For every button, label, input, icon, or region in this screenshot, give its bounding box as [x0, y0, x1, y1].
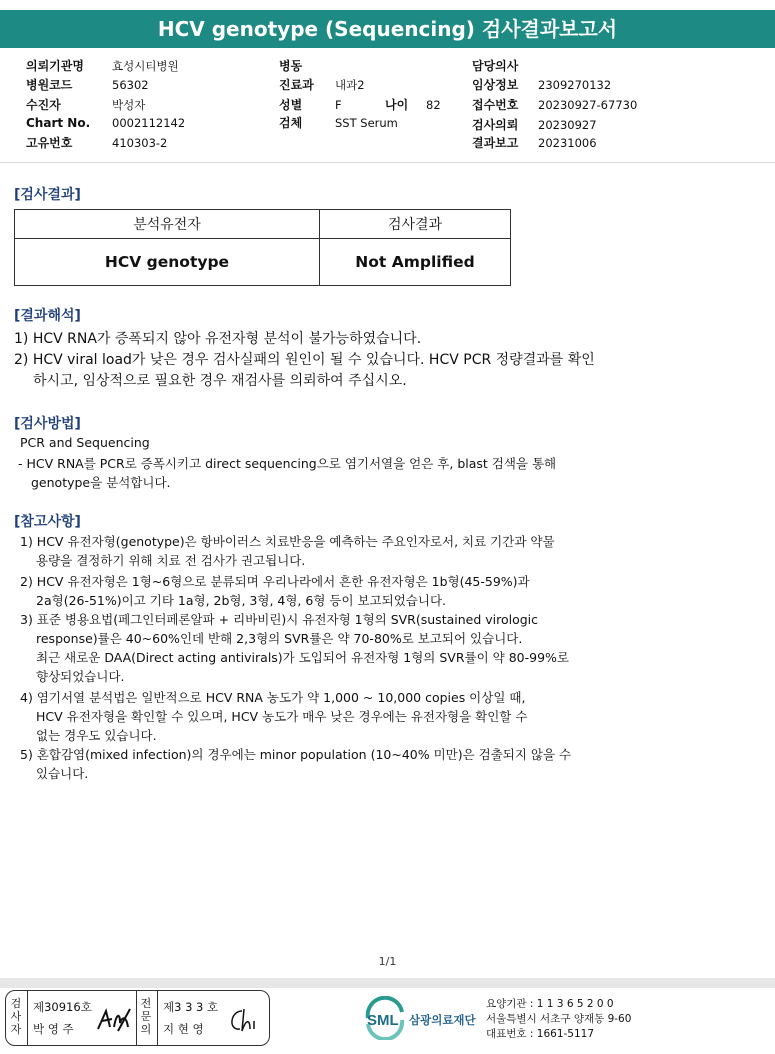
results-header-result: 검사결과 [320, 210, 511, 239]
info-label: 담당의사 [472, 59, 519, 73]
note-line: 5) 혼합감염(mixed infection)의 경우에는 minor population (10~40% 미만)은 검출되지 않을 수 [20, 747, 572, 762]
age-label: 나이 [385, 98, 409, 112]
interpretation-section-title: [결과해석] [14, 308, 81, 324]
info-row [279, 96, 342, 113]
info-row [26, 116, 185, 130]
info-label: Chart No. [26, 116, 91, 130]
signature-box [5, 990, 270, 1046]
info-row [26, 134, 167, 151]
sig-divider [157, 991, 158, 1045]
info-value: SST Serum [335, 116, 398, 130]
note-line: 2) HCV 유전자형은 1형~6형으로 분류되며 우리나라에서 흔한 유전자형은 1b형(45-59%)과 [20, 574, 530, 589]
logo-text: SML [367, 1012, 399, 1029]
info-row [279, 76, 365, 93]
note-line: 없는 경우도 있습니다. [36, 728, 157, 743]
results-section-title: [검사결과] [14, 187, 81, 203]
inspector-signature-icon [94, 1005, 134, 1035]
info-value: 20230927-67730 [538, 98, 638, 112]
info-label: 임상정보 [472, 78, 519, 92]
organization-address: 서울특별시 서초구 양재동 9-60 [486, 1013, 632, 1025]
info-value: F [335, 98, 342, 112]
organization-phone: 대표번호 : 1661-5117 [486, 1028, 595, 1040]
note-line: 최근 새로운 DAA(Direct acting antivirals)가 도입되어 유전자형 1형의 SVR률이 약 80-99%로 [36, 650, 569, 665]
notes-section-title: [참고사항] [14, 514, 81, 530]
organization-name: 삼광의료재단 [409, 1013, 476, 1027]
specialist-license: 제3 3 3 호 [163, 1000, 219, 1014]
interpretation-line: 하시고, 임상적으로 필요한 경우 재검사를 의뢰하여 주십시오. [33, 373, 407, 389]
info-value: 410303-2 [112, 136, 168, 150]
footer-band [0, 978, 775, 988]
note-line: 향상되었습니다. [36, 669, 125, 684]
info-label: 결과보고 [472, 136, 519, 150]
age-value: 82 [426, 98, 441, 112]
organization-code: 요양기관 : 1 1 3 6 5 2 0 0 [486, 998, 614, 1010]
info-label: 의뢰기관명 [26, 59, 84, 73]
note-line: 있습니다. [36, 766, 89, 781]
sig-divider [136, 991, 137, 1045]
note-line: 용량을 결정하기 위해 치료 전 검사가 권고됩니다. [36, 553, 306, 568]
info-row [472, 76, 611, 93]
info-value: 56302 [112, 78, 149, 92]
info-value: 0002112142 [112, 116, 186, 130]
result-value: Not Amplified [320, 239, 511, 286]
header-divider [0, 162, 775, 163]
result-gene: HCV genotype [15, 239, 320, 286]
specialist-name: 지 현 영 [163, 1022, 204, 1036]
inspector-license: 제30916호 [33, 1000, 92, 1014]
interpretation-line: 2) HCV viral load가 낮은 경우 검사실패의 원인이 될 수 있습니다. HCV PCR 정량결과를 확인 [14, 352, 595, 368]
note-line: HCV 유전자형을 확인할 수 있으며, HCV 농도가 매우 낮은 경우에는 유전자형을 확인할 수 [36, 709, 528, 724]
info-row [472, 57, 538, 74]
report-title: HCV genotype (Sequencing) 검사결과보고서 [0, 10, 775, 48]
note-line: 1) HCV 유전자형(genotype)은 항바이러스 치료반응을 예측하는 주요인자로서, 치료 기간과 약물 [20, 534, 555, 549]
method-line: genotype을 분석합니다. [31, 475, 171, 490]
info-label: 검체 [279, 116, 303, 130]
info-label: 진료과 [279, 78, 314, 92]
info-value: 20230927 [538, 118, 597, 132]
info-row [279, 114, 398, 131]
info-label: 병동 [279, 59, 303, 73]
method-section-title: [검사방법] [14, 416, 81, 432]
inspector-label: 검사자 [10, 997, 22, 1036]
results-header-row [15, 210, 511, 239]
info-value: 2309270132 [538, 78, 612, 92]
info-row [26, 96, 145, 113]
info-label: 수진자 [26, 98, 61, 112]
results-header-gene: 분석유전자 [15, 210, 320, 239]
info-row [472, 134, 597, 151]
note-line: 2a형(26-51%)이고 기타 1a형, 2b형, 3형, 4형, 6형 등이 보고되었습니다. [36, 593, 447, 608]
interpretation-line: 1) HCV RNA가 증폭되지 않아 유전자형 분석이 불가능하였습니다. [14, 331, 422, 347]
specialist-label: 전문의 [140, 997, 152, 1036]
sml-logo-icon [364, 996, 406, 1040]
note-line: 3) 표준 병용요법(페그인터페론알파 + 리바비린)시 유전자형 1형의 SVR(sustained virologic [20, 612, 539, 627]
inspector-name: 박 영 주 [33, 1022, 74, 1036]
info-label: 고유번호 [26, 136, 73, 150]
info-value: 내과2 [335, 78, 365, 92]
info-row [472, 96, 637, 113]
info-row [279, 57, 335, 74]
method-line: - HCV RNA를 PCR로 증폭시키고 direct sequencing으로 염기서열을 얻은 후, blast 검색을 통해 [18, 456, 557, 471]
info-value: 효성시티병원 [112, 59, 179, 73]
note-line: response)률은 40~60%인데 반해 2,3형의 SVR률은 약 70-80%로 보고되어 있습니다. [36, 631, 523, 646]
results-table [14, 209, 511, 286]
age-field [385, 96, 441, 113]
info-label: 접수번호 [472, 98, 519, 112]
info-row [472, 116, 597, 133]
info-label: 성별 [279, 98, 303, 112]
table-row [15, 239, 511, 286]
method-line: PCR and Sequencing [20, 435, 150, 450]
specialist-signature-icon [224, 1005, 264, 1035]
page-number: 1/1 [378, 955, 397, 968]
info-row [26, 57, 179, 74]
info-label: 병원코드 [26, 78, 73, 92]
info-value: 박성자 [112, 98, 146, 112]
info-value: 20231006 [538, 136, 597, 150]
sig-divider [27, 991, 28, 1045]
info-label: 검사의뢰 [472, 118, 519, 132]
info-row [26, 76, 149, 93]
note-line: 4) 염기서열 분석법은 일반적으로 HCV RNA 농도가 약 1,000 ~ 10,000 copies 이상일 때, [20, 690, 526, 705]
